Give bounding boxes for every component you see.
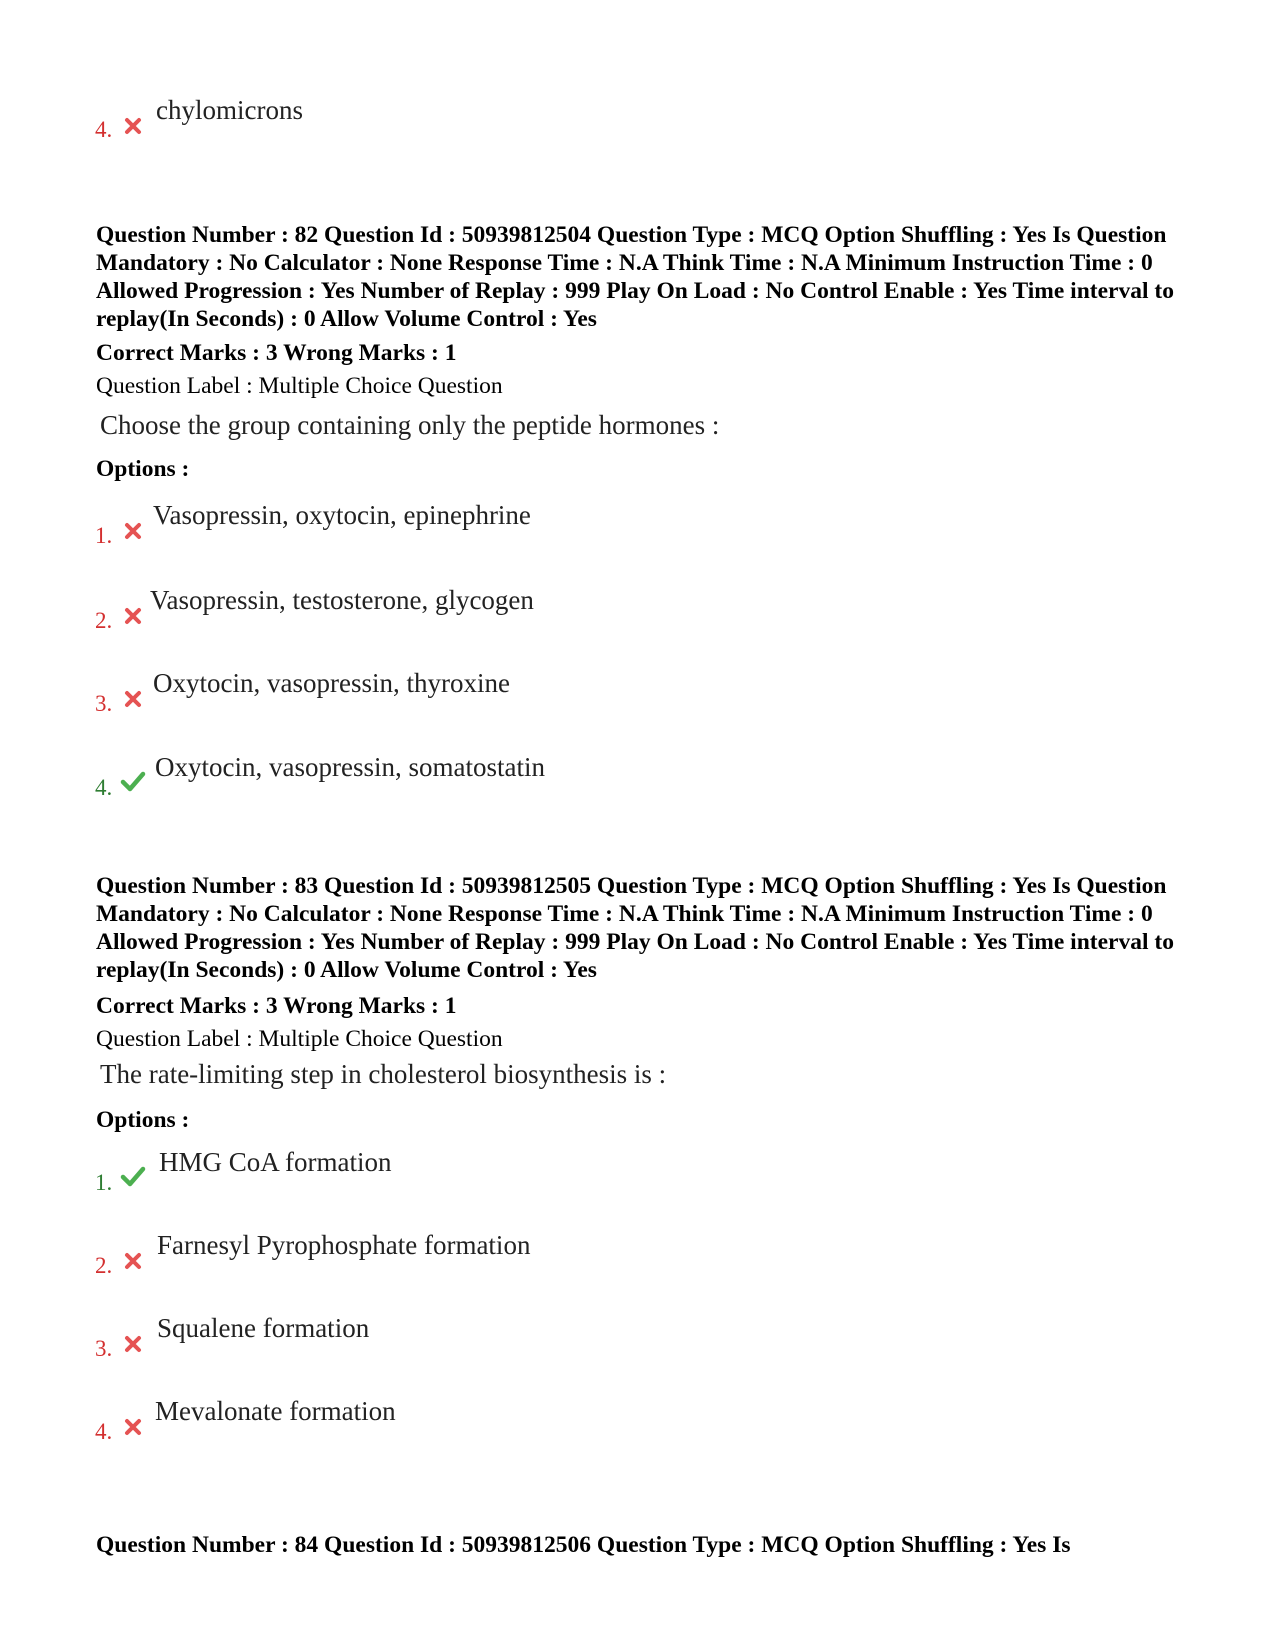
- options-title: Options :: [96, 1107, 190, 1133]
- question-text: The rate-limiting step in cholesterol biosynthesis is :: [100, 1059, 667, 1089]
- option-text: Squalene formation: [157, 1313, 370, 1343]
- question-meta: Question Number : 84 Question Id : 50939812506 Question Type : MCQ Option Shuffling : Yes Is: [96, 1532, 1071, 1558]
- option-number: 3.: [95, 691, 113, 716]
- option-text: Oxytocin, vasopressin, somatostatin: [155, 752, 545, 782]
- cross-icon: [123, 1334, 143, 1354]
- question-text: Choose the group containing only the peptide hormones :: [100, 410, 720, 440]
- cross-icon: [123, 1251, 143, 1271]
- check-icon: [120, 1164, 146, 1188]
- option-text: Vasopressin, oxytocin, epinephrine: [153, 500, 531, 530]
- cross-icon: [123, 1417, 143, 1437]
- option-text: Mevalonate formation: [155, 1396, 396, 1426]
- question-label: Question Label : Multiple Choice Question: [96, 373, 503, 399]
- cross-icon: [123, 521, 143, 541]
- cross-icon: [123, 116, 143, 136]
- cross-icon: [123, 606, 143, 626]
- question-marks: Correct Marks : 3 Wrong Marks : 1: [96, 993, 457, 1019]
- option-number: 4.: [95, 775, 113, 800]
- option-text: Farnesyl Pyrophosphate formation: [157, 1230, 531, 1260]
- option-text: Vasopressin, testosterone, glycogen: [150, 585, 534, 615]
- options-title: Options :: [96, 456, 190, 482]
- option-text: chylomicrons: [156, 95, 303, 125]
- option-number: 4.: [95, 117, 113, 142]
- question-label: Question Label : Multiple Choice Question: [96, 1026, 503, 1052]
- option-text: Oxytocin, vasopressin, thyroxine: [153, 668, 510, 698]
- question-marks: Correct Marks : 3 Wrong Marks : 1: [96, 340, 457, 366]
- option-number: 2.: [95, 608, 113, 633]
- option-number: 4.: [95, 1419, 113, 1444]
- question-meta: Question Number : 82 Question Id : 50939812504 Question Type : MCQ Option Shuffling : Yes Is Question Mandatory : No Calculator : None Response Time : N.A Think Time : N.A Minimum Instruction Time : 0 Allowed Progression : Yes Number of Replay : 999 Play On Load : No Control Enable : Yes Time interval to replay(In Seconds) : 0 Allow Volume Control : Yes: [96, 222, 1174, 332]
- option-number: 1.: [95, 1170, 113, 1195]
- check-icon: [120, 769, 146, 793]
- option-text: HMG CoA formation: [159, 1147, 392, 1177]
- cross-icon: [123, 689, 143, 709]
- option-number: 2.: [95, 1253, 113, 1278]
- question-meta: Question Number : 83 Question Id : 50939812505 Question Type : MCQ Option Shuffling : Yes Is Question Mandatory : No Calculator : None Response Time : N.A Think Time : N.A Minimum Instruction Time : 0 Allowed Progression : Yes Number of Replay : 999 Play On Load : No Control Enable : Yes Time interval to replay(In Seconds) : 0 Allow Volume Control : Yes: [96, 873, 1174, 983]
- option-number: 1.: [95, 523, 113, 548]
- option-number: 3.: [95, 1336, 113, 1361]
